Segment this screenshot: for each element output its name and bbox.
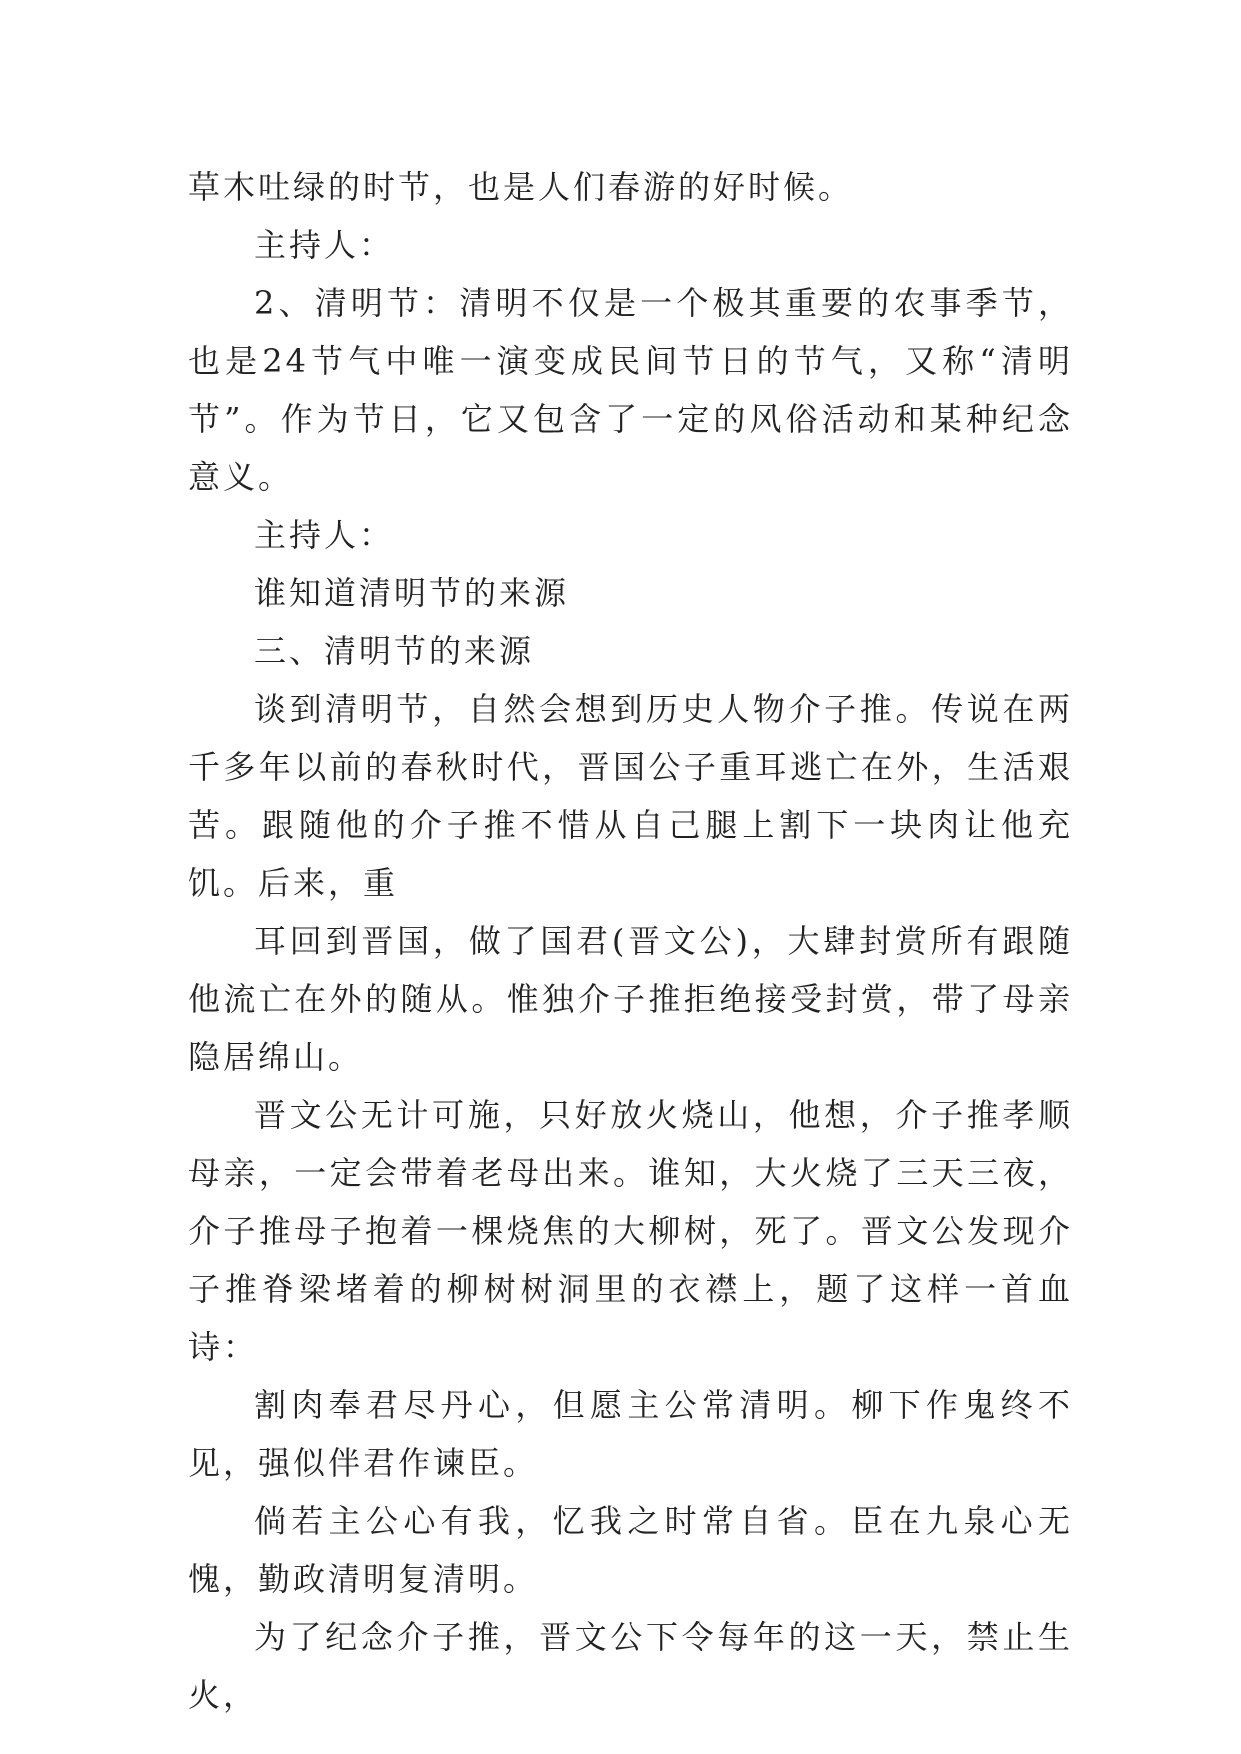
paragraph-12: 为了纪念介子推，晋文公下令每年的这一天，禁止生火， bbox=[188, 1618, 1073, 1714]
paragraph-6: 三、清明节的来源 bbox=[254, 632, 535, 670]
paragraph-7: 谈到清明节，自然会想到历史人物介子推。传说在两千多年以前的春秋时代，晋国公子重耳逃亡在外，生活艰苦。跟随他的介子推不惜从自己腿上割下一块肉让他充饥。后来，重 bbox=[188, 690, 1073, 902]
paragraph-10: 割肉奉君尽丹心，但愿主公常清明。柳下作鬼终不见，强似伴君作谏臣。 bbox=[188, 1386, 1073, 1482]
paragraph-2: 主持人： bbox=[254, 226, 395, 264]
paragraph-4: 主持人： bbox=[254, 516, 395, 554]
paragraph-1: 草木吐绿的时节，也是人们春游的好时候。 bbox=[188, 168, 854, 206]
paragraph-3: 2、清明节：清明不仅是一个极其重要的农事季节，也是24节气中唯一演变成民间节日的节气，又称“清明节”。作为节日，它又包含了一定的风俗活动和某种纪念意义。 bbox=[188, 284, 1073, 496]
document-body bbox=[188, 158, 1073, 1724]
paragraph-9: 晋文公无计可施，只好放火烧山，他想，介子推孝顺母亲，一定会带着老母出来。谁知，大火烧了三天三夜，介子推母子抱着一棵烧焦的大柳树，死了。晋文公发现介子推脊梁堵着的柳树树洞里的衣襟上，题了这样一首血诗： bbox=[188, 1096, 1073, 1366]
paragraph-11: 倘若主公心有我，忆我之时常自省。臣在九泉心无愧，勤政清明复清明。 bbox=[188, 1502, 1073, 1598]
paragraph-8: 耳回到晋国，做了国君(晋文公)，大肆封赏所有跟随他流亡在外的随从。惟独介子推拒绝接受封赏，带了母亲隐居绵山。 bbox=[188, 922, 1073, 1076]
paragraph-5: 谁知道清明节的来源 bbox=[254, 574, 570, 612]
